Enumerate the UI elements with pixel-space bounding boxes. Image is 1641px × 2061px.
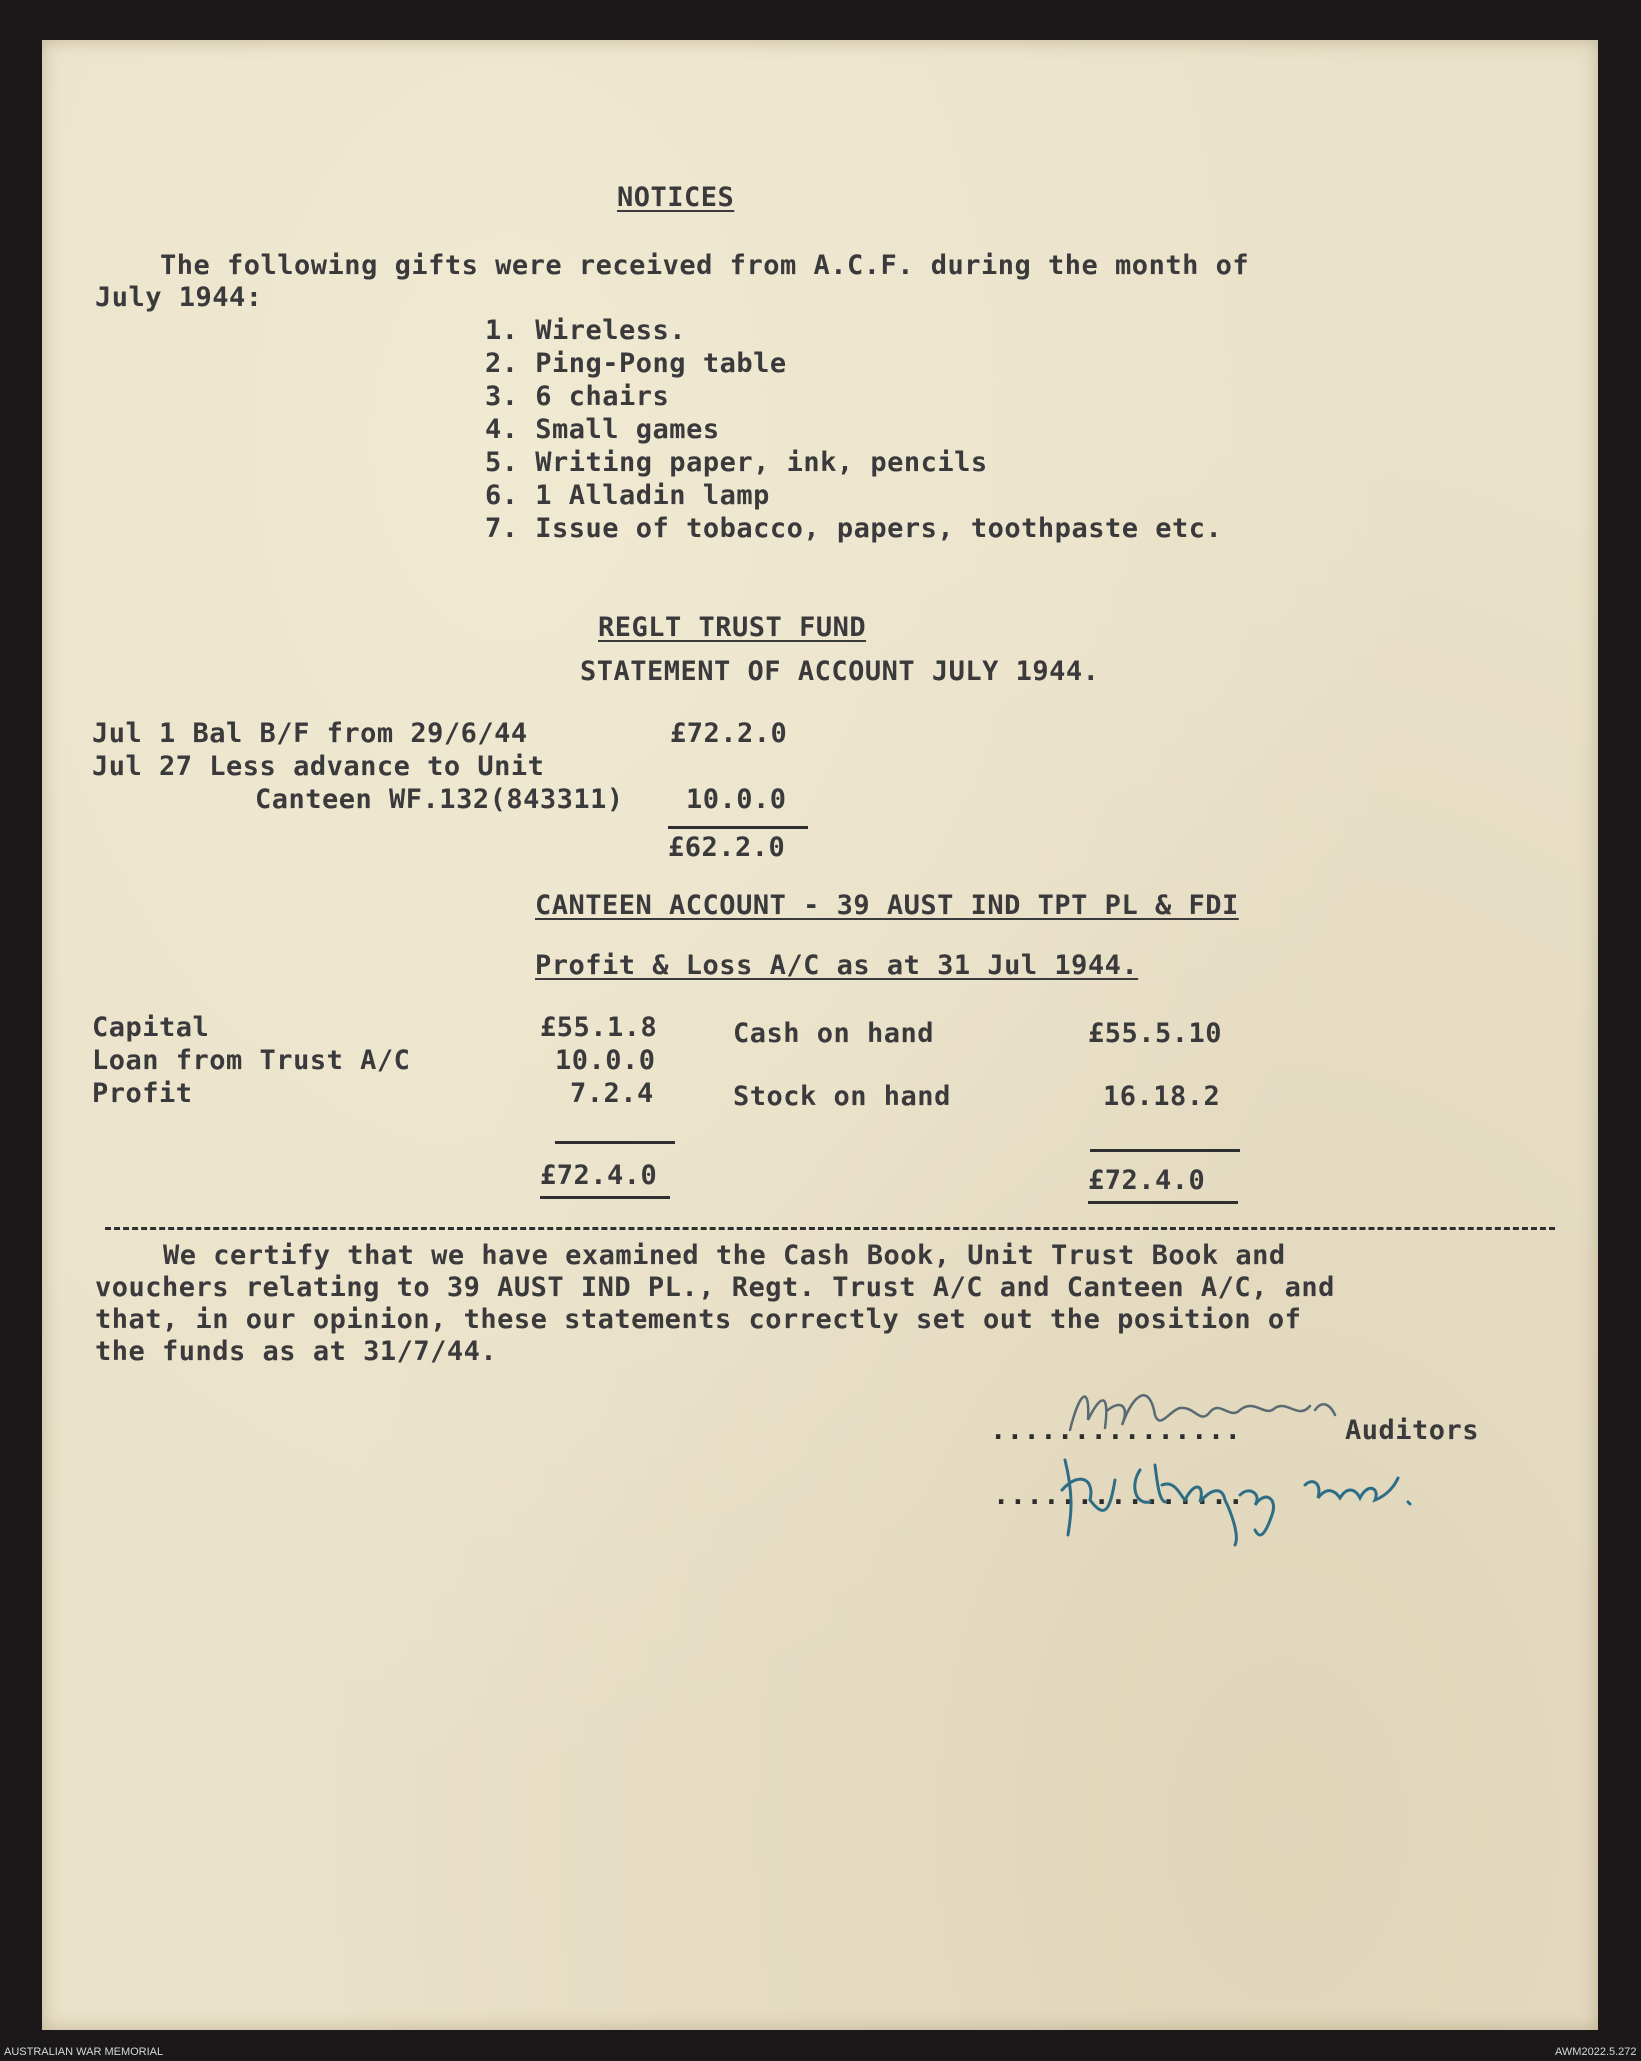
right-total: £72.4.0 [1088, 1165, 1206, 1196]
account-right-label: Stock on hand [733, 1081, 951, 1112]
trust-line-amount: £72.2.0 [670, 718, 788, 749]
account-left-label: Capital [92, 1012, 210, 1043]
certification-line: We certify that we have examined the Cash Book, Unit Trust Book and [163, 1240, 1286, 1271]
trust-line-label: Canteen WF.132(843311) [255, 784, 624, 815]
gift-item: 6. 1 Alladin lamp [485, 480, 770, 511]
subtotal-rule [668, 826, 808, 829]
account-right-amount: £55.5.10 [1088, 1018, 1223, 1049]
section-divider [105, 1227, 1555, 1230]
account-left-amount: 10.0.0 [555, 1045, 656, 1076]
signature-line: ............... [990, 1415, 1242, 1446]
certification-line: the funds as at 31/7/44. [95, 1336, 498, 1367]
trust-line-amount: 10.0.0 [686, 784, 787, 815]
trust-balance: £62.2.0 [668, 832, 786, 863]
auditor-signature-2 [1050, 1440, 1420, 1550]
signature-line: ............... [993, 1480, 1245, 1511]
double-rule [540, 1196, 670, 1199]
footer-accession-number: AWM2022.5.272 [1555, 2046, 1637, 2058]
account-right-amount: 16.18.2 [1103, 1081, 1221, 1112]
notices-intro-line2: July 1944: [95, 282, 263, 313]
trust-fund-subheading: STATEMENT OF ACCOUNT JULY 1944. [580, 656, 1100, 687]
left-total: £72.4.0 [540, 1160, 658, 1191]
account-left-amount: 7.2.4 [570, 1078, 654, 1109]
account-left-label: Profit [92, 1078, 193, 1109]
account-right-label: Cash on hand [733, 1018, 935, 1049]
notices-intro-line1: The following gifts were received from A.C.F. during the month of [160, 250, 1250, 281]
gift-item: 4. Small games [485, 414, 720, 445]
gift-item: 1. Wireless. [485, 315, 687, 346]
total-rule [555, 1141, 675, 1144]
certification-line: vouchers relating to 39 AUST IND PL., Regt. Trust A/C and Canteen A/C, and [95, 1272, 1335, 1303]
gift-item: 7. Issue of tobacco, papers, toothpaste etc. [485, 513, 1223, 544]
gift-item: 3. 6 chairs [485, 381, 670, 412]
trust-line-label: Jul 1 Bal B/F from 29/6/44 [92, 718, 528, 749]
auditors-label: Auditors [1345, 1415, 1480, 1446]
account-left-label: Loan from Trust A/C [92, 1045, 411, 1076]
certification-line: that, in our opinion, these statements correctly set out the position of [95, 1304, 1302, 1335]
account-left-amount: £55.1.8 [540, 1012, 658, 1043]
gift-item: 5. Writing paper, ink, pencils [485, 447, 988, 478]
total-rule [1090, 1149, 1240, 1152]
footer-credit: AUSTRALIAN WAR MEMORIAL [4, 2046, 164, 2058]
canteen-heading: CANTEEN ACCOUNT - 39 AUST IND TPT PL & FDI [535, 890, 1239, 921]
auditor-signature-1 [1060, 1370, 1350, 1450]
notices-heading: NOTICES [617, 182, 735, 213]
canteen-subheading: Profit & Loss A/C as at 31 Jul 1944. [535, 950, 1139, 981]
trust-fund-heading: REGLT TRUST FUND [598, 612, 867, 643]
gift-item: 2. Ping-Pong table [485, 348, 787, 379]
trust-line-label: Jul 27 Less advance to Unit [92, 751, 545, 782]
double-rule [1088, 1201, 1238, 1204]
